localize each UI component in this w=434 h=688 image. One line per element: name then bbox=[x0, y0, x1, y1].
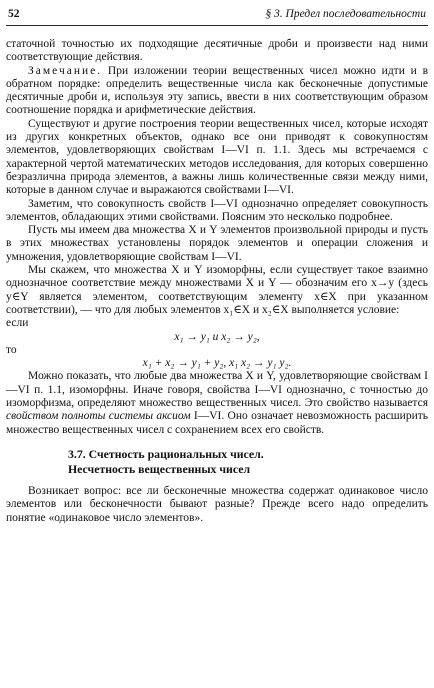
page-number: 52 bbox=[8, 8, 20, 20]
remark-text: При изложении теории вещественных чисел можно идти и в обратном порядке: определить вещественные числа как бесконечные допустимые десятичные дроби и, используя эту запись, ввести в них соответствующим образом соотношение порядка и арифметические действия. bbox=[6, 64, 428, 117]
completeness-term: свойством полноты системы аксиом bbox=[6, 410, 191, 423]
paragraph-question: Возникает вопрос: все ли бесконечные множества содержат одинаковое число элементов или бесконечности бывают разные? Прежде всего надо определить понятие «одинаковое число элементов». bbox=[6, 484, 428, 524]
remark-label: Замечание. bbox=[28, 64, 103, 77]
section-title-line2: Несчетность вещественных чисел bbox=[68, 461, 251, 476]
section-title-line1: 3.7. Счетность рациональных чисел. bbox=[68, 446, 264, 461]
section-heading bbox=[68, 447, 428, 477]
header-rule bbox=[6, 25, 428, 26]
paragraph-other-constructions: Существуют и другие построения теории вещественных чисел, которые исходят из других конкретных объектов, однако все они приводят к совокупностям элементов, удовлетворяющих свойствам I—VI п. 1.1. Здесь мы встречаемся с характерной чертой математических методов исследования, для которых совершенно безразлична природа элементов, а важны лишь количественные связи между ними, которые в данном случае и выражаются свойствами I—VI. bbox=[6, 117, 428, 197]
formula-mapping: x₁ → y₁ и x₂ → y₂, bbox=[174, 330, 260, 343]
paragraph-uniqueness: Заметим, что совокупность свойств I—VI однозначно определяет совокупность элементов, обладающих этими свойствами. Поясним это несколько подробнее. bbox=[6, 197, 428, 223]
completeness-text-a: Можно показать, что любые два множества X и Y, удовлетворяющие свойствам I—VI п. 1.1, изоморфны. Иначе говоря, свойства I—VI однозначно, с точностью до изоморфизма, определяют множество вещественных чисел. Это свойство называется bbox=[6, 370, 428, 410]
page-header bbox=[6, 4, 428, 24]
paragraph-remark bbox=[6, 65, 428, 118]
paragraph-two-sets: Пусть мы имеем два множества X и Y элементов произвольной природы и пусть в этих множествах установлены порядок элементов и операции сложения и умножения, удовлетворяющие свойствам I—VI. bbox=[6, 224, 428, 263]
paragraph-isomorphism-definition: Мы скажем, что множества X и Y изоморфны, если существует такое взаимно однозначное соответствие между множествами X и Y — обозначим его x→y (здесь y∈Y является элементом, соответствующим элементу x∈X при указанном соответствии), — что для любых элементов x₁∈X и x₂∈X выполняется условие: bbox=[6, 264, 428, 316]
running-title: § 3. Предел последовательности bbox=[265, 8, 426, 20]
page-body bbox=[6, 38, 428, 525]
paragraph-continuation: статочной точностью их подходящие десятичные дроби и произвести над ними соответствующие действия. bbox=[6, 38, 428, 64]
if-word: если bbox=[6, 317, 29, 330]
completeness-text-b: I—VI. Оно означает невозможность расширить множество вещественных чисел с сохранением всех его свойств. bbox=[6, 410, 428, 436]
then-word: то bbox=[6, 343, 17, 356]
formula-operations: x₁ + x₂ → y₁ + y₂, x₁ x₂ → y₁ y₂. bbox=[142, 357, 292, 370]
paragraph-completeness bbox=[6, 370, 428, 436]
